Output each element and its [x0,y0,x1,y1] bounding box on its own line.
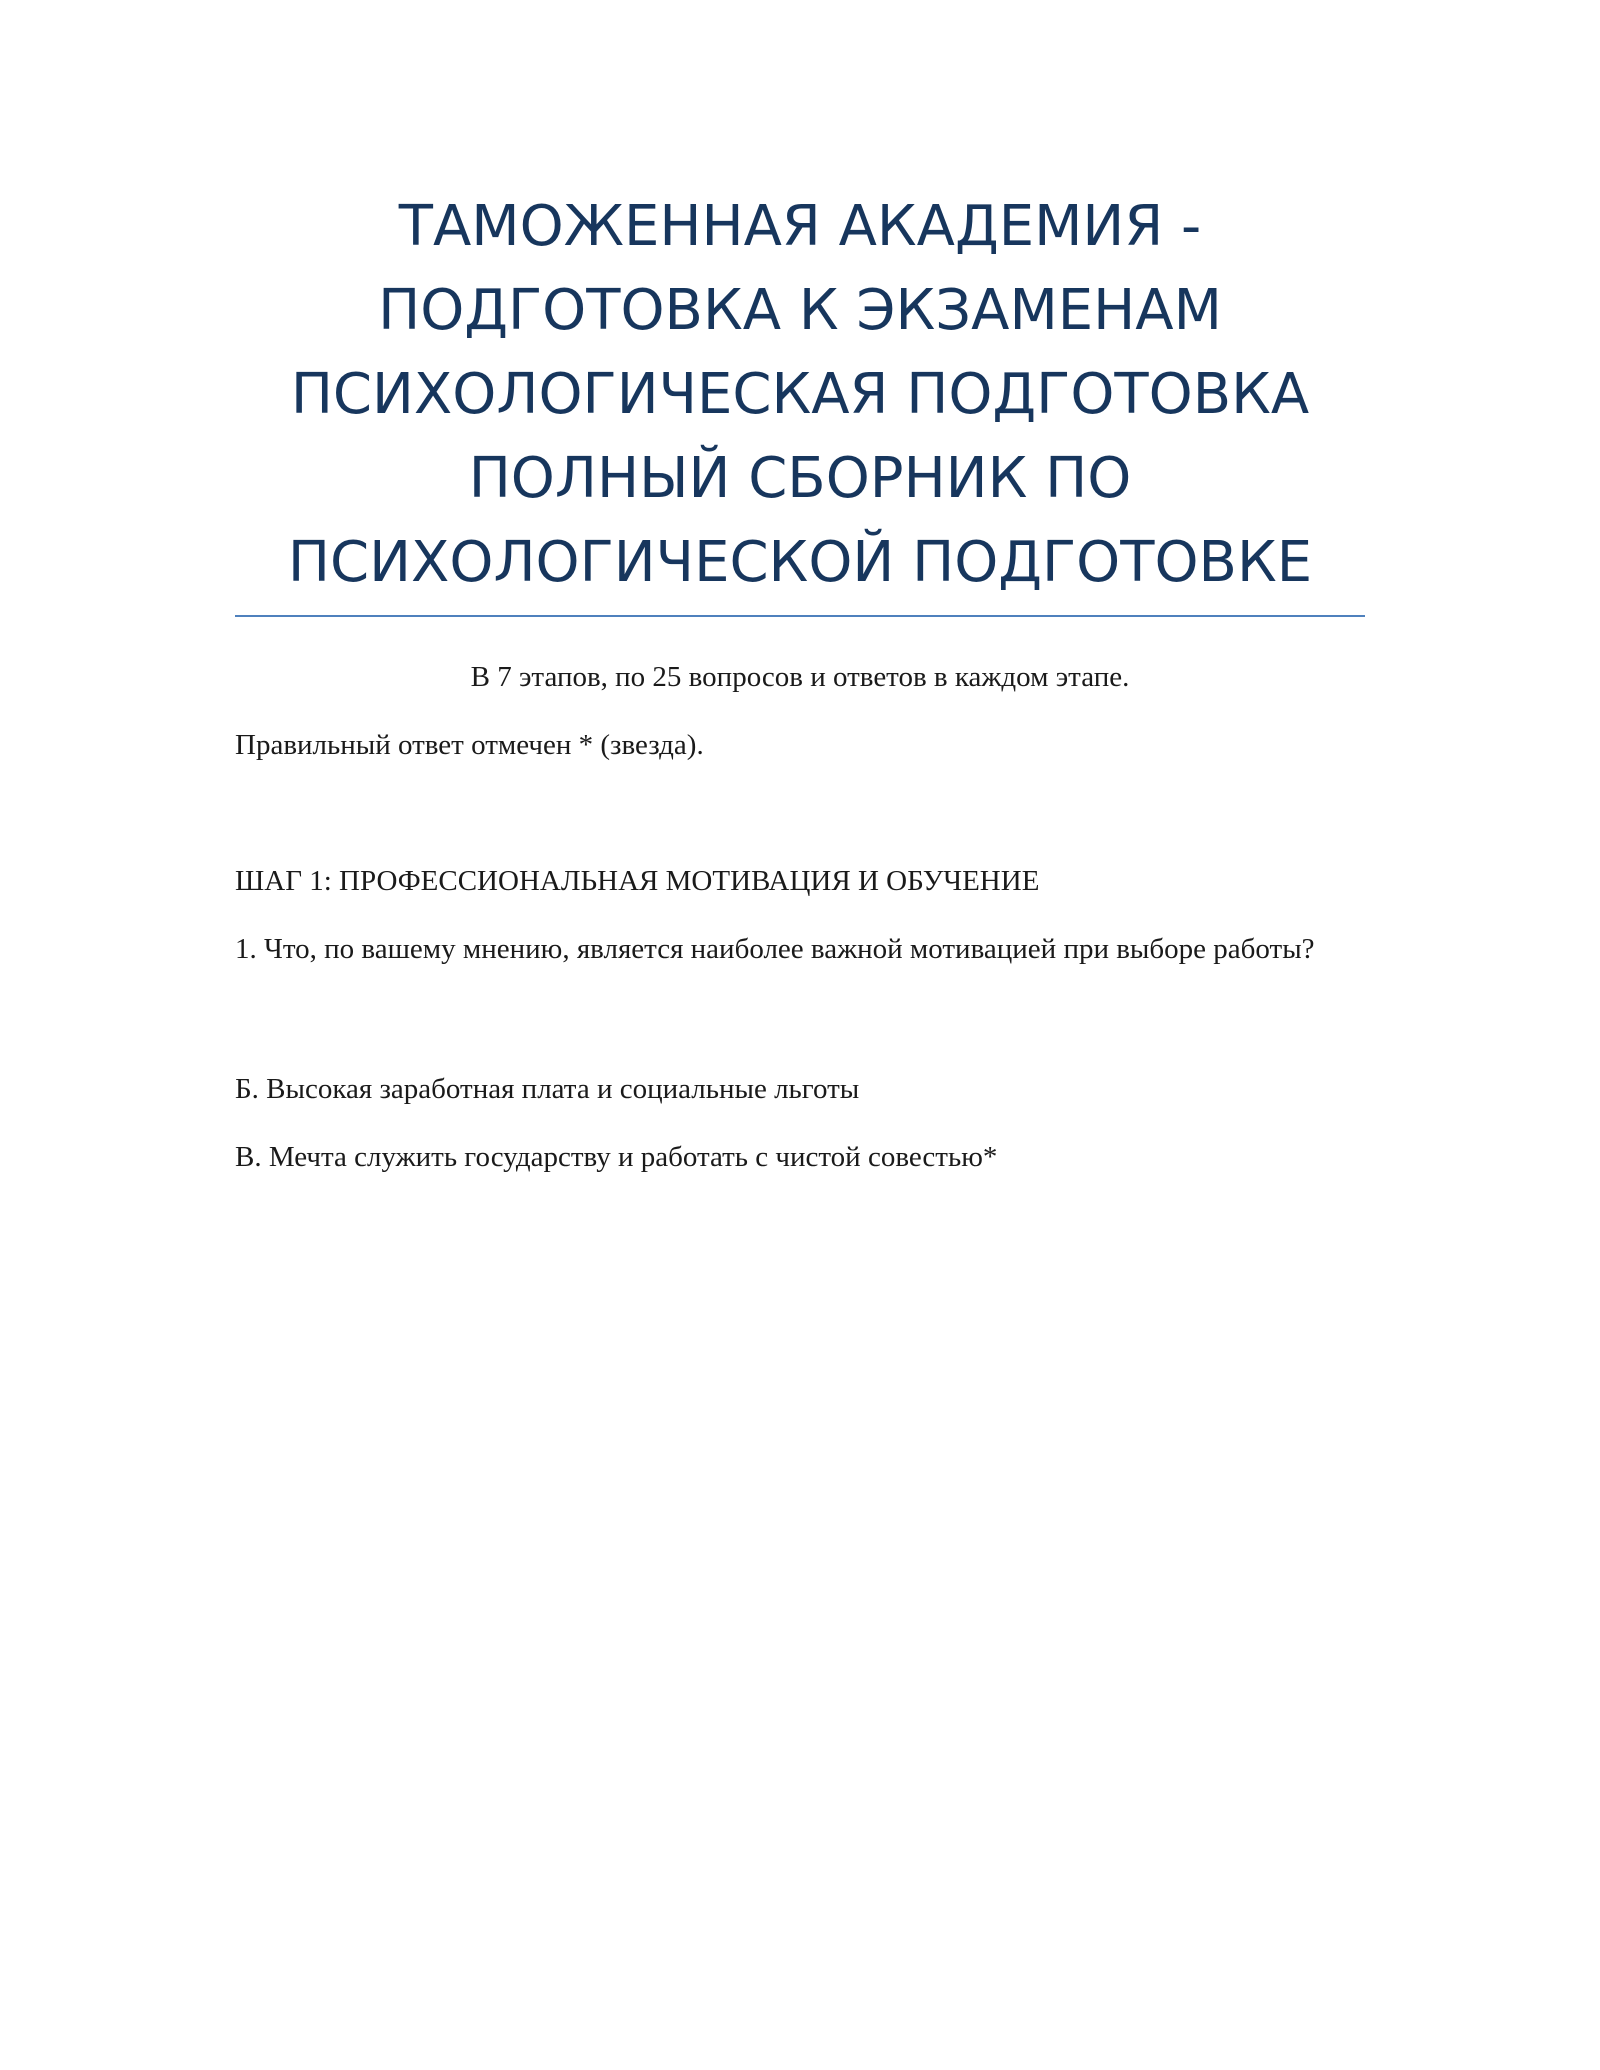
document-content [235,185,1365,1205]
answer-note: Правильный ответ отмечен * (звезда). [235,729,704,761]
answer-option-b: Б. Высокая заработная плата и социальные льготы [235,1073,860,1105]
title-line-1: ТАМОЖЕННАЯ АКАДЕМИЯ - [398,194,1202,259]
title-line-5: ПСИХОЛОГИЧЕСКОЙ ПОДГОТОВКЕ [287,530,1313,595]
answer-option-v: В. Мечта служить государству и работать с чистой совестью* [235,1141,998,1173]
step-heading: ШАГ 1: ПРОФЕССИОНАЛЬНАЯ МОТИВАЦИЯ И ОБУЧЕНИЕ [235,865,1040,897]
question-text: 1. Что, по вашему мнению, является наиболее важной мотивацией при выборе работы? [235,933,1315,965]
subtitle: В 7 этапов, по 25 вопросов и ответов в каждом этапе. [470,661,1130,693]
document-title [235,185,1365,617]
title-line-4: ПОЛНЫЙ СБОРНИК ПО [468,446,1132,511]
title-line-3: ПСИХОЛОГИЧЕСКАЯ ПОДГОТОВКА [290,362,1310,427]
title-line-2: ПОДГОТОВКА К ЭКЗАМЕНАМ [378,278,1222,343]
